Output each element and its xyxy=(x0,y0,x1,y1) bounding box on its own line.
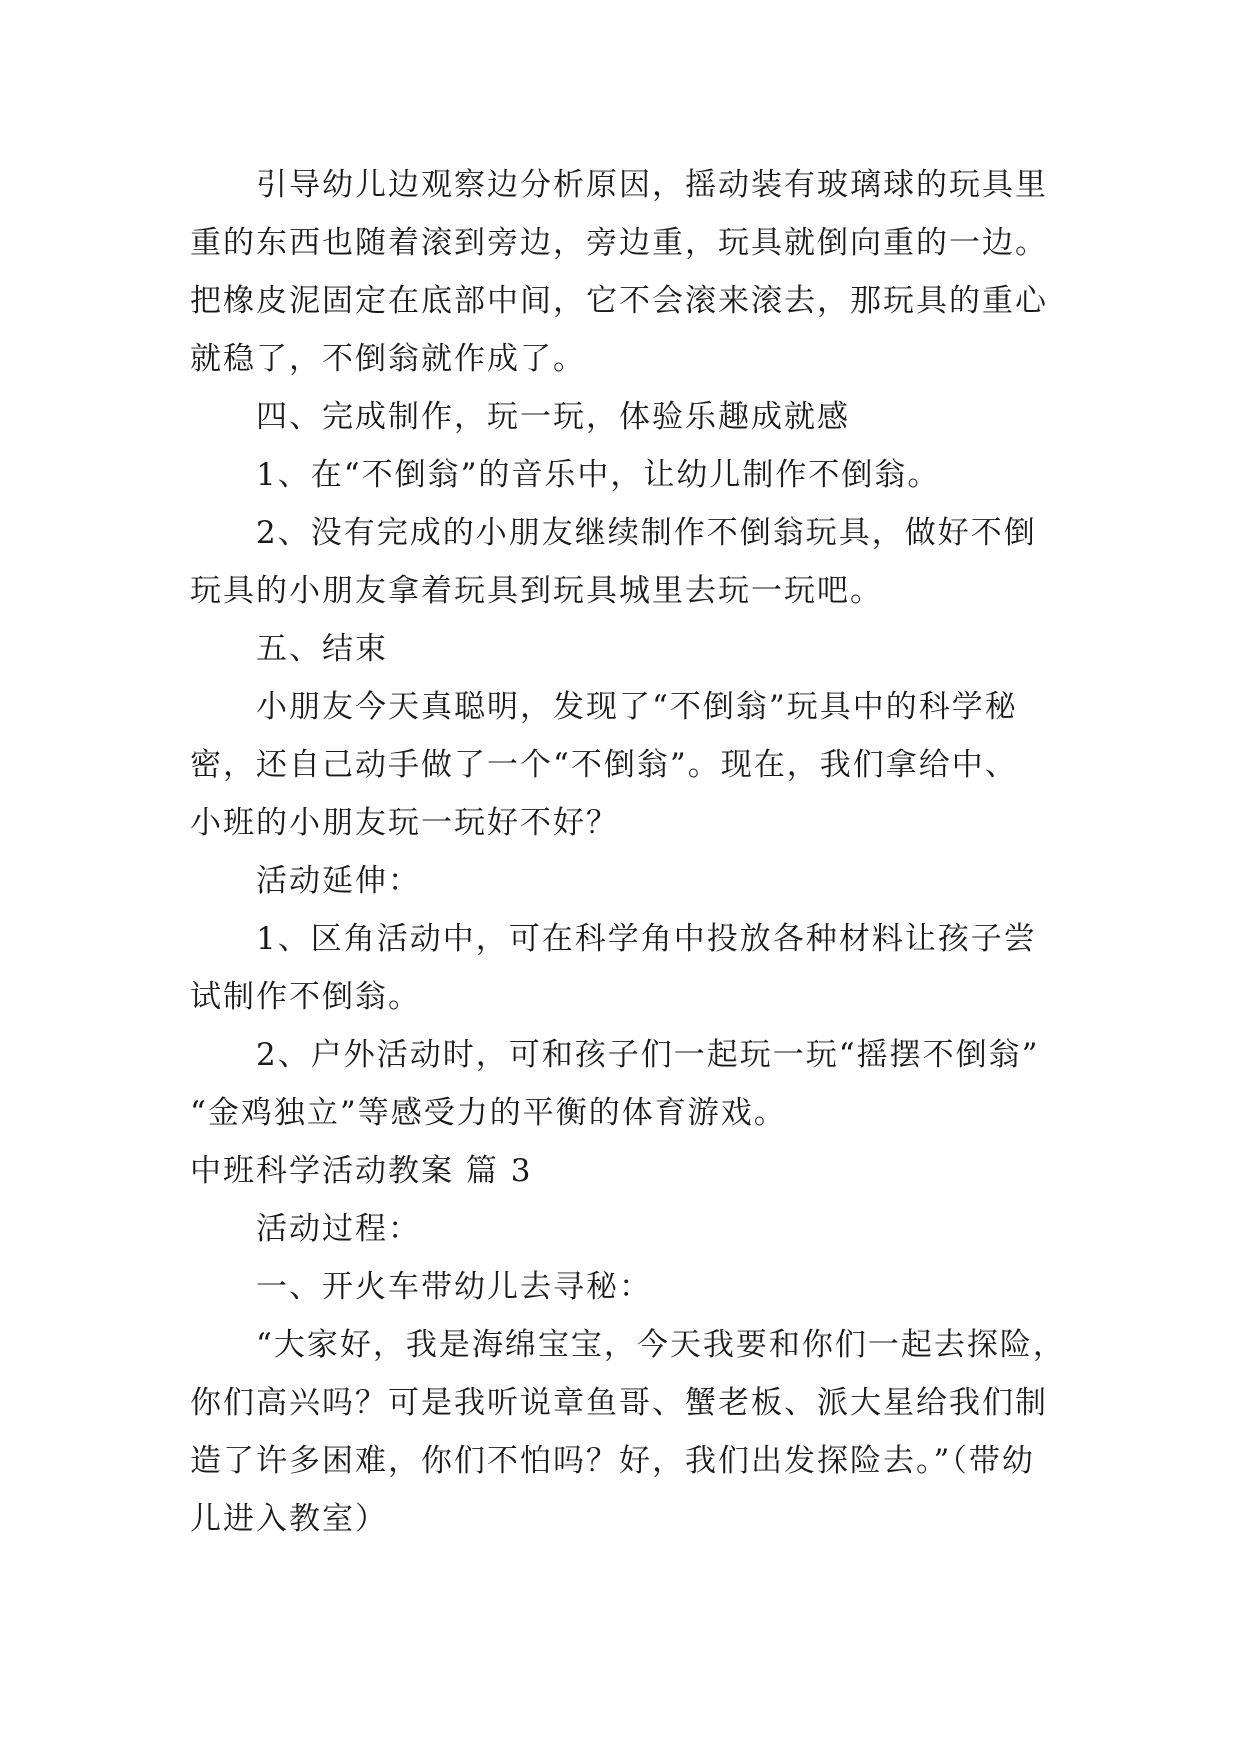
paragraph-line: “金鸡独立”等感受力的平衡的体育游戏。 xyxy=(190,1095,787,1131)
list-item: 2、没有完成的小朋友继续制作不倒翁玩具，做好不倒 xyxy=(256,515,1037,551)
section-heading: 活动过程： xyxy=(256,1211,421,1247)
list-item: 1、在“不倒翁”的音乐中，让幼儿制作不倒翁。 xyxy=(256,457,941,493)
paragraph-line: “大家好，我是海绵宝宝，今天我要和你们一起去探险， xyxy=(256,1327,1066,1363)
section-heading: 五、结束 xyxy=(256,631,388,667)
section-heading: 一、开火车带幼儿去寻秘： xyxy=(256,1269,652,1305)
list-item: 1、区角活动中，可在科学角中投放各种材料让孩子尝 xyxy=(256,921,1037,957)
paragraph-line: 密，还自己动手做了一个“不倒翁”。现在，我们拿给中、 xyxy=(190,747,1018,783)
paragraph-line: 把橡皮泥固定在底部中间，它不会滚来滚去，那玩具的重心 xyxy=(190,283,1048,319)
paragraph-line: 小朋友今天真聪明，发现了“不倒翁”玩具中的科学秘 xyxy=(256,689,1018,725)
paragraph-line: 儿进入教室） xyxy=(190,1501,388,1537)
paragraph-line: 重的东西也随着滚到旁边，旁边重，玩具就倒向重的一边。 xyxy=(190,225,1048,261)
section-heading: 活动延伸： xyxy=(256,863,421,899)
section-heading: 四、完成制作，玩一玩，体验乐趣成就感 xyxy=(256,399,850,435)
paragraph-line: 引导幼儿边观察边分析原因，摇动装有玻璃球的玩具里 xyxy=(256,167,1048,203)
paragraph-line: 试制作不倒翁。 xyxy=(190,979,421,1015)
paragraph-line: 你们高兴吗？可是我听说章鱼哥、蟹老板、派大星给我们制 xyxy=(190,1385,1048,1421)
document-title: 中班科学活动教案 篇 3 xyxy=(190,1153,533,1189)
paragraph-line: 小班的小朋友玩一玩好不好？ xyxy=(190,805,619,841)
paragraph-line: 就稳了，不倒翁就作成了。 xyxy=(190,341,586,377)
paragraph-line: 玩具的小朋友拿着玩具到玩具城里去玩一玩吧。 xyxy=(190,573,883,609)
list-item: 2、户外活动时，可和孩子们一起玩一玩“摇摆不倒翁” xyxy=(256,1037,1040,1073)
paragraph-line: 造了许多困难，你们不怕吗？好，我们出发探险去。”（带幼 xyxy=(190,1443,1035,1479)
